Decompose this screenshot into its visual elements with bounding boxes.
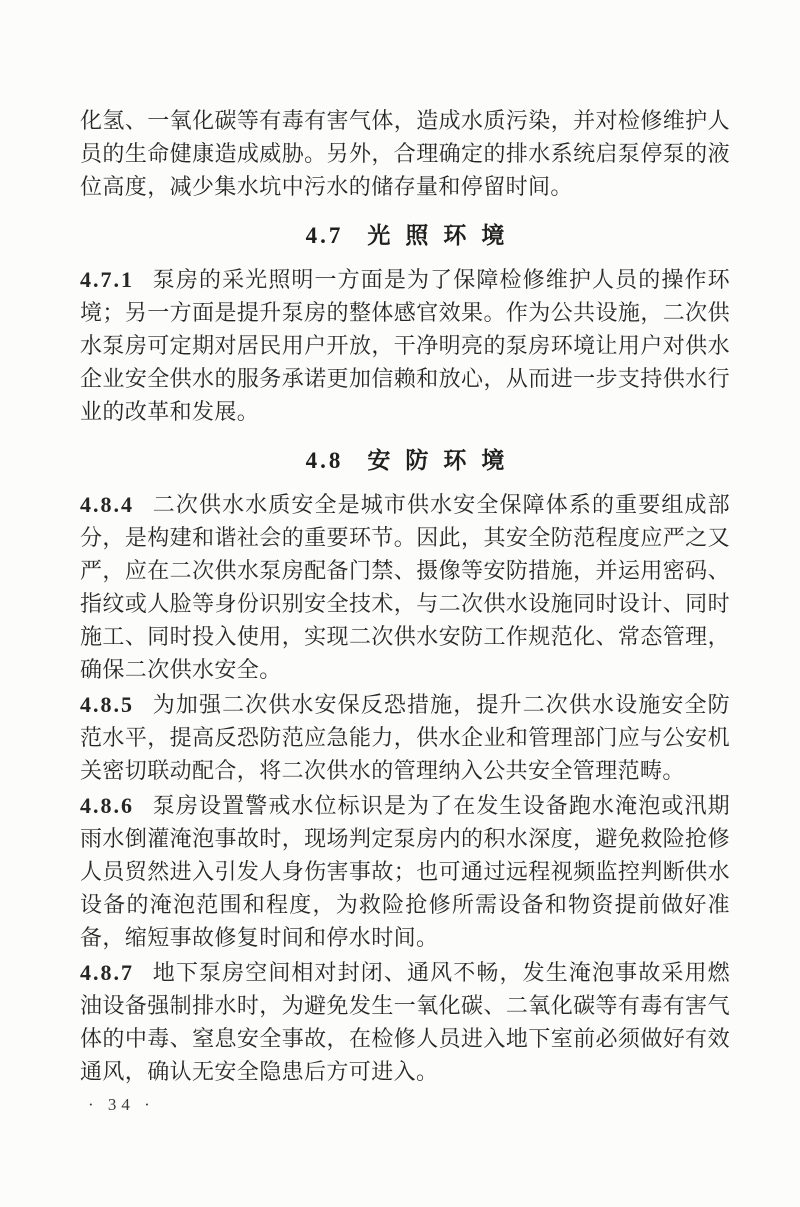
- clause-number: 4.7.1: [80, 267, 134, 292]
- clause-text: 泵房设置警戒水位标识是为了在发生设备跑水淹泡或汛期雨水倒灌淹泡事故时，现场判定泵房内的积水深度，避免救险抢修人员贸然进入引发人身伤害事故；也可通过远程视频监控判断供水设备的淹泡范围和程度，为救险抢修所需设备和物资提前做好准备，缩短事故修复时间和停水时间。: [80, 793, 730, 950]
- text-block: [80, 104, 730, 1090]
- section-number: 4.7: [305, 223, 344, 248]
- clause-text: 为加强二次供水安保反恐措施，提升二次供水设施安全防范水平，提高反恐防范应急能力，供水企业和管理部门应与公安机关密切联动配合，将二次供水的管理纳入公共安全管理范畴。: [80, 692, 730, 783]
- clause-number: 4.8.4: [80, 492, 134, 517]
- clause-4-8-4: [80, 488, 730, 686]
- page-number: · 34 ·: [88, 1095, 155, 1114]
- clause-text: 泵房的采光照明一方面是为了保障检修维护人员的操作环境；另一方面是提升泵房的整体感官效果。作为公共设施，二次供水泵房可定期对居民用户开放，干净明亮的泵房环境让用户对供水企业安全供水的服务承诺更加信赖和放心，从而进一步支持供水行业的改革和发展。: [80, 267, 730, 424]
- clause-4-7-1: [80, 263, 730, 428]
- section-title: 安防环境: [367, 448, 520, 473]
- clause-number: 4.8.7: [80, 960, 134, 985]
- clause-text: 二次供水水质安全是城市供水安全保障体系的重要组成部分，是构建和谐社会的重要环节。因此，其安全防范程度应严之又严，应在二次供水泵房配备门禁、摄像等安防措施，并运用密码、指纹或人脸等身份识别安全技术，与二次供水设施同时设计、同时施工、同时投入使用，实现二次供水安防工作规范化、常态管理，确保二次供水安全。: [80, 492, 730, 682]
- paragraph-continuation: 化氢、一氧化碳等有毒有害气体，造成水质污染，并对检修维护人员的生命健康造成威胁。另外，合理确定的排水系统启泵停泵的液位高度，减少集水坑中污水的储存量和停留时间。: [80, 108, 730, 199]
- clause-number: 4.8.5: [80, 692, 134, 717]
- clause-4-8-6: [80, 789, 730, 954]
- clause-4-8-5: [80, 688, 730, 787]
- section-heading-4-8: [80, 448, 730, 474]
- section-title: 光照环境: [367, 223, 520, 248]
- clause-number: 4.8.6: [80, 793, 134, 818]
- clause-4-8-7: [80, 956, 730, 1088]
- clause-text: 地下泵房空间相对封闭、通风不畅，发生淹泡事故采用燃油设备强制排水时，为避免发生一氧化碳、二氧化碳等有毒有害气体的中毒、窒息安全事故，在检修人员进入地下室前必须做好有效通风，确认无安全隐患后方可进入。: [80, 960, 730, 1084]
- section-number: 4.8: [305, 448, 344, 473]
- section-heading-4-7: [80, 223, 730, 249]
